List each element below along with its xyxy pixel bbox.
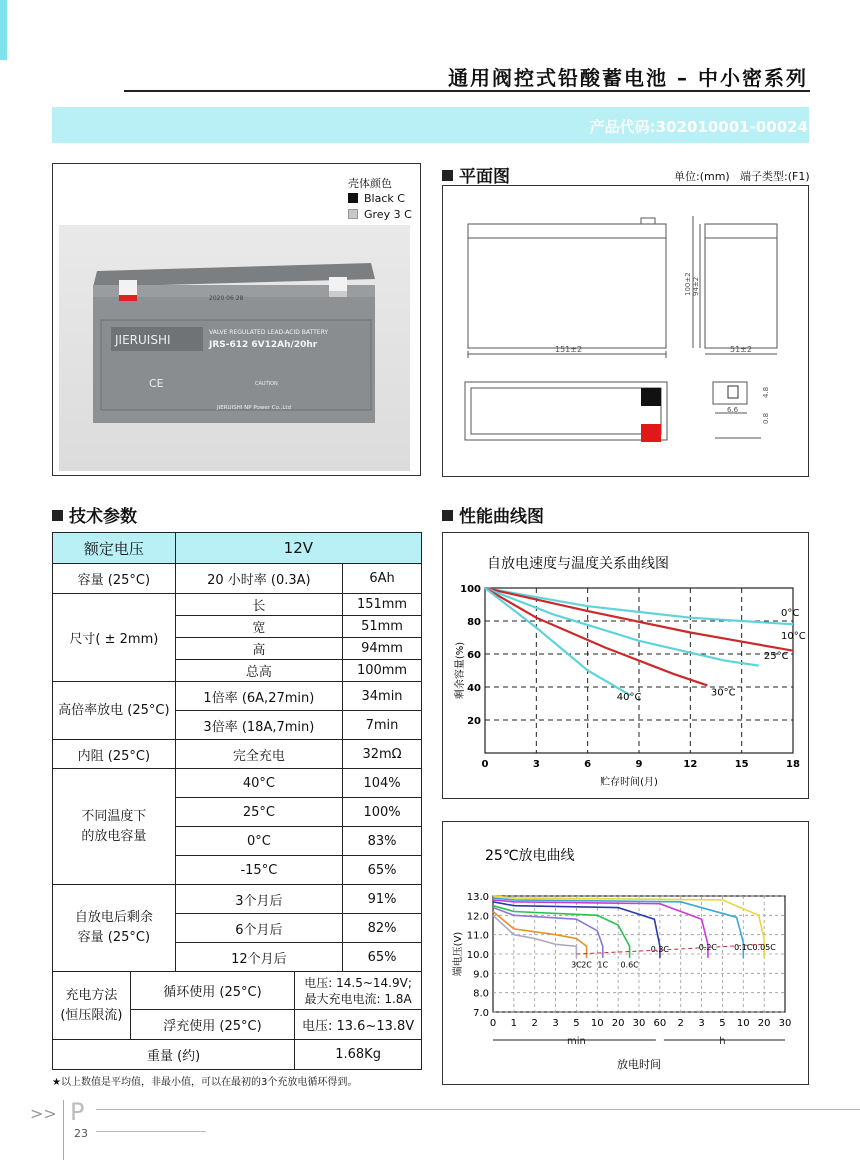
y-tick-label: 13.0 bbox=[466, 892, 489, 903]
svg-text:VALVE REGULATED LEAD-ACID BATT: VALVE REGULATED LEAD-ACID BATTERY bbox=[209, 329, 329, 336]
x-tick-label: 10 bbox=[590, 1018, 604, 1029]
y-tick-label: 40 bbox=[467, 683, 481, 694]
x-tick-label: 18 bbox=[786, 759, 800, 770]
rated-voltage-value: 12V bbox=[175, 533, 421, 564]
temperature-capacity-label: 不同温度下的放电容量 bbox=[53, 769, 176, 885]
title-underline bbox=[124, 90, 810, 92]
svg-text:JIERUISHI: JIERUISHI bbox=[115, 333, 171, 347]
high-rate-item-label: 1倍率 (6A,27min) bbox=[175, 682, 342, 711]
chart-title: 25℃放电曲线 bbox=[485, 848, 575, 864]
svg-text:6.6: 6.6 bbox=[727, 406, 739, 414]
table-row bbox=[53, 1040, 422, 1070]
high-rate-item-value: 7min bbox=[343, 711, 422, 740]
svg-text:0.8: 0.8 bbox=[762, 412, 770, 424]
discharge-chart bbox=[443, 822, 808, 1084]
size-item-label: 长 bbox=[175, 594, 342, 616]
svg-text:94±2: 94±2 bbox=[692, 276, 700, 296]
self-discharge-item-label: 3个月后 bbox=[175, 885, 342, 914]
discharge-chart-frame bbox=[442, 821, 809, 1085]
self-discharge-label: 自放电后剩余容量 (25°C) bbox=[53, 885, 176, 972]
high-rate-label: 高倍率放电 (25°C) bbox=[53, 682, 176, 740]
capacity-label: 容量 (25°C) bbox=[53, 564, 176, 594]
product-photo-frame bbox=[52, 163, 421, 476]
x-tick-label: 5 bbox=[573, 1018, 580, 1029]
size-item-label: 高 bbox=[175, 638, 342, 660]
y-tick-label: 8.0 bbox=[473, 988, 489, 1000]
corner-accent bbox=[0, 0, 7, 60]
bullet-square-icon bbox=[442, 170, 453, 181]
plan-heading-text: 平面图 bbox=[459, 167, 510, 187]
svg-text:JRS-612 6V12Ah/20hr: JRS-612 6V12Ah/20hr bbox=[209, 340, 318, 350]
color-option-label: Black C bbox=[364, 192, 405, 205]
capacity-rate: 20 小时率 (0.3A) bbox=[175, 564, 342, 594]
y-tick-label: 80 bbox=[467, 617, 481, 628]
series-label: 1C bbox=[597, 960, 609, 970]
temperature-item-label: 0°C bbox=[175, 827, 342, 856]
bullet-square-icon bbox=[442, 510, 453, 521]
series-label: 40°C bbox=[616, 692, 642, 704]
specs-heading bbox=[52, 502, 137, 527]
svg-text:4.8: 4.8 bbox=[762, 386, 770, 398]
plan-drawing bbox=[443, 186, 808, 476]
x-tick-label: 10 bbox=[736, 1018, 750, 1029]
spec-table bbox=[52, 532, 422, 1070]
x-tick-label: 3 bbox=[532, 759, 540, 770]
specs-heading-text: 技术参数 bbox=[69, 507, 137, 527]
weight-label: 重量 (约) bbox=[53, 1040, 295, 1070]
plan-drawing-frame bbox=[442, 185, 809, 477]
x-tick-label: 1 bbox=[510, 1018, 518, 1029]
svg-text:2020 06 28: 2020 06 28 bbox=[209, 295, 244, 302]
x-tick-label: 5 bbox=[719, 1018, 726, 1029]
series-label: 0.1C bbox=[734, 943, 753, 953]
bullet-square-icon bbox=[52, 510, 63, 521]
shell-color-title: 壳体颜色 bbox=[348, 177, 392, 190]
battery-illustration bbox=[59, 225, 410, 471]
series-label: 0.05C bbox=[752, 943, 776, 953]
x-tick-label: 6 bbox=[584, 759, 592, 770]
series-label: 0.6C bbox=[620, 960, 639, 970]
weight-value: 1.68Kg bbox=[295, 1040, 422, 1070]
temperature-item-value: 104% bbox=[343, 769, 422, 798]
footer-arrows-icon: >> bbox=[30, 1104, 57, 1123]
resistance-value: 32mΩ bbox=[343, 740, 422, 769]
self-discharge-chart bbox=[443, 533, 808, 798]
y-axis-label: 端电压(V) bbox=[453, 931, 464, 977]
table-row bbox=[53, 972, 422, 1010]
product-code: 产品代码:302010001-00024 bbox=[589, 118, 808, 136]
x-unit-label: min bbox=[566, 1036, 586, 1047]
size-item-label: 宽 bbox=[175, 616, 342, 638]
size-item-value: 151mm bbox=[343, 594, 422, 616]
temperature-item-value: 100% bbox=[343, 798, 422, 827]
charge-method-label: 充电方法 (恒压限流) bbox=[53, 972, 131, 1040]
series-label: 2C bbox=[581, 960, 592, 970]
battery-photo bbox=[59, 225, 410, 471]
grey-swatch bbox=[348, 209, 358, 219]
size-item-value: 94mm bbox=[343, 638, 422, 660]
table-row bbox=[53, 564, 422, 594]
table-row bbox=[53, 533, 422, 564]
footer-rule-short bbox=[96, 1131, 206, 1132]
color-option-grey bbox=[348, 208, 412, 221]
resistance-label: 内阻 (25°C) bbox=[53, 740, 176, 769]
self-discharge-item-value: 91% bbox=[343, 885, 422, 914]
chart-title: 自放电速度与温度关系曲线图 bbox=[487, 556, 669, 572]
x-tick-label: 20 bbox=[611, 1018, 625, 1029]
resistance-condition: 完全充电 bbox=[175, 740, 342, 769]
size-item-value: 51mm bbox=[343, 616, 422, 638]
series-label: 3C bbox=[571, 960, 582, 970]
y-tick-label: 10.0 bbox=[466, 950, 489, 961]
table-row bbox=[53, 682, 422, 711]
series-label: 0.2C bbox=[698, 943, 718, 953]
svg-text:CE: CE bbox=[149, 377, 164, 390]
temperature-item-value: 65% bbox=[343, 856, 422, 885]
x-tick-label: 30 bbox=[632, 1018, 646, 1029]
x-tick-label: 3 bbox=[698, 1018, 705, 1029]
footer-rule bbox=[96, 1109, 860, 1110]
x-tick-label: 30 bbox=[778, 1018, 792, 1029]
x-tick-label: 12 bbox=[683, 759, 698, 770]
plan-heading bbox=[442, 162, 510, 187]
self-discharge-item-value: 65% bbox=[343, 943, 422, 972]
y-tick-label: 12.0 bbox=[466, 911, 489, 923]
temperature-item-label: -15°C bbox=[175, 856, 342, 885]
size-label: 尺寸( ± 2mm) bbox=[53, 594, 176, 682]
svg-text:51±2: 51±2 bbox=[730, 345, 752, 354]
black-swatch bbox=[348, 193, 358, 203]
table-row bbox=[53, 769, 422, 798]
x-tick-label: 60 bbox=[653, 1018, 667, 1029]
high-rate-item-value: 34min bbox=[343, 682, 422, 711]
self-discharge-item-value: 82% bbox=[343, 914, 422, 943]
spec-footnote: ★以上数值是平均值，非最小值，可以在最初的3个充放电循环得到。 bbox=[52, 1077, 358, 1088]
table-row bbox=[53, 740, 422, 769]
temperature-item-label: 25°C bbox=[175, 798, 342, 827]
y-tick-label: 11.0 bbox=[466, 930, 489, 942]
self-discharge-item-label: 12个月后 bbox=[175, 943, 342, 972]
footer-page-number: 23 bbox=[74, 1127, 88, 1140]
float-use-value: 电压: 13.6~13.8V bbox=[295, 1010, 422, 1040]
plan-terminal: 端子类型:(F1) bbox=[740, 170, 810, 183]
cycle-use-label: 循环使用 (25°C) bbox=[130, 972, 294, 1010]
svg-text:JIERUISHI NP Power Co.,Ltd: JIERUISHI NP Power Co.,Ltd bbox=[217, 405, 292, 411]
series-label: 0°C bbox=[781, 608, 800, 620]
x-axis-label: 贮存时间(月) bbox=[600, 777, 658, 788]
svg-text:100±2: 100±2 bbox=[684, 272, 692, 296]
x-tick-label: 0 bbox=[481, 759, 489, 770]
y-axis-label: 剩余容量(%) bbox=[455, 641, 466, 700]
size-item-label: 总高 bbox=[175, 660, 342, 682]
series-label: 10°C bbox=[781, 631, 806, 643]
x-tick-label: 3 bbox=[552, 1018, 559, 1029]
temperature-item-label: 40°C bbox=[175, 769, 342, 798]
temperature-item-value: 83% bbox=[343, 827, 422, 856]
plan-unit: 单位:(mm) bbox=[674, 170, 730, 183]
x-tick-label: 15 bbox=[734, 759, 749, 770]
x-tick-label: 2 bbox=[677, 1018, 684, 1029]
size-item-value: 100mm bbox=[343, 660, 422, 682]
high-rate-item-label: 3倍率 (18A,7min) bbox=[175, 711, 342, 740]
page-title: 通用阀控式铅酸蓄电池 – 中小密系列 bbox=[448, 66, 808, 90]
x-tick-label: 20 bbox=[757, 1018, 771, 1029]
x-tick-label: 0 bbox=[489, 1018, 497, 1029]
series-label: 30°C bbox=[710, 687, 736, 699]
series-label: 25°C bbox=[763, 650, 789, 662]
self-discharge-chart-frame bbox=[442, 532, 809, 799]
x-tick-label: 2 bbox=[531, 1018, 538, 1029]
y-tick-label: 20 bbox=[467, 716, 481, 727]
footer-page-letter: P bbox=[70, 1098, 85, 1126]
y-tick-label: 60 bbox=[467, 650, 481, 661]
table-row bbox=[53, 594, 422, 616]
cycle-use-value: 电压: 14.5~14.9V; 最大充电电流: 1.8A bbox=[295, 972, 422, 1010]
series-label: 0.3C bbox=[650, 945, 670, 955]
x-unit-label: h bbox=[719, 1036, 726, 1047]
color-option-black bbox=[348, 192, 405, 205]
rated-voltage-label: 额定电压 bbox=[53, 533, 176, 564]
y-tick-label: 100 bbox=[460, 584, 481, 595]
svg-text:CAUTION: CAUTION bbox=[255, 381, 278, 387]
footer-divider bbox=[63, 1100, 64, 1160]
curves-heading bbox=[442, 502, 544, 527]
x-axis-label: 放电时间 bbox=[617, 1058, 661, 1071]
capacity-value: 6Ah bbox=[343, 564, 422, 594]
svg-text:151±2: 151±2 bbox=[555, 345, 583, 354]
y-tick-label: 9.0 bbox=[473, 969, 489, 981]
float-use-label: 浮充使用 (25°C) bbox=[130, 1010, 294, 1040]
series-line bbox=[485, 588, 707, 685]
table-row bbox=[53, 885, 422, 914]
x-tick-label: 9 bbox=[635, 759, 643, 770]
y-tick-label: 7.0 bbox=[473, 1008, 489, 1019]
curves-heading-text: 性能曲线图 bbox=[459, 507, 544, 527]
color-option-label: Grey 3 C bbox=[364, 208, 412, 221]
self-discharge-item-label: 6个月后 bbox=[175, 914, 342, 943]
